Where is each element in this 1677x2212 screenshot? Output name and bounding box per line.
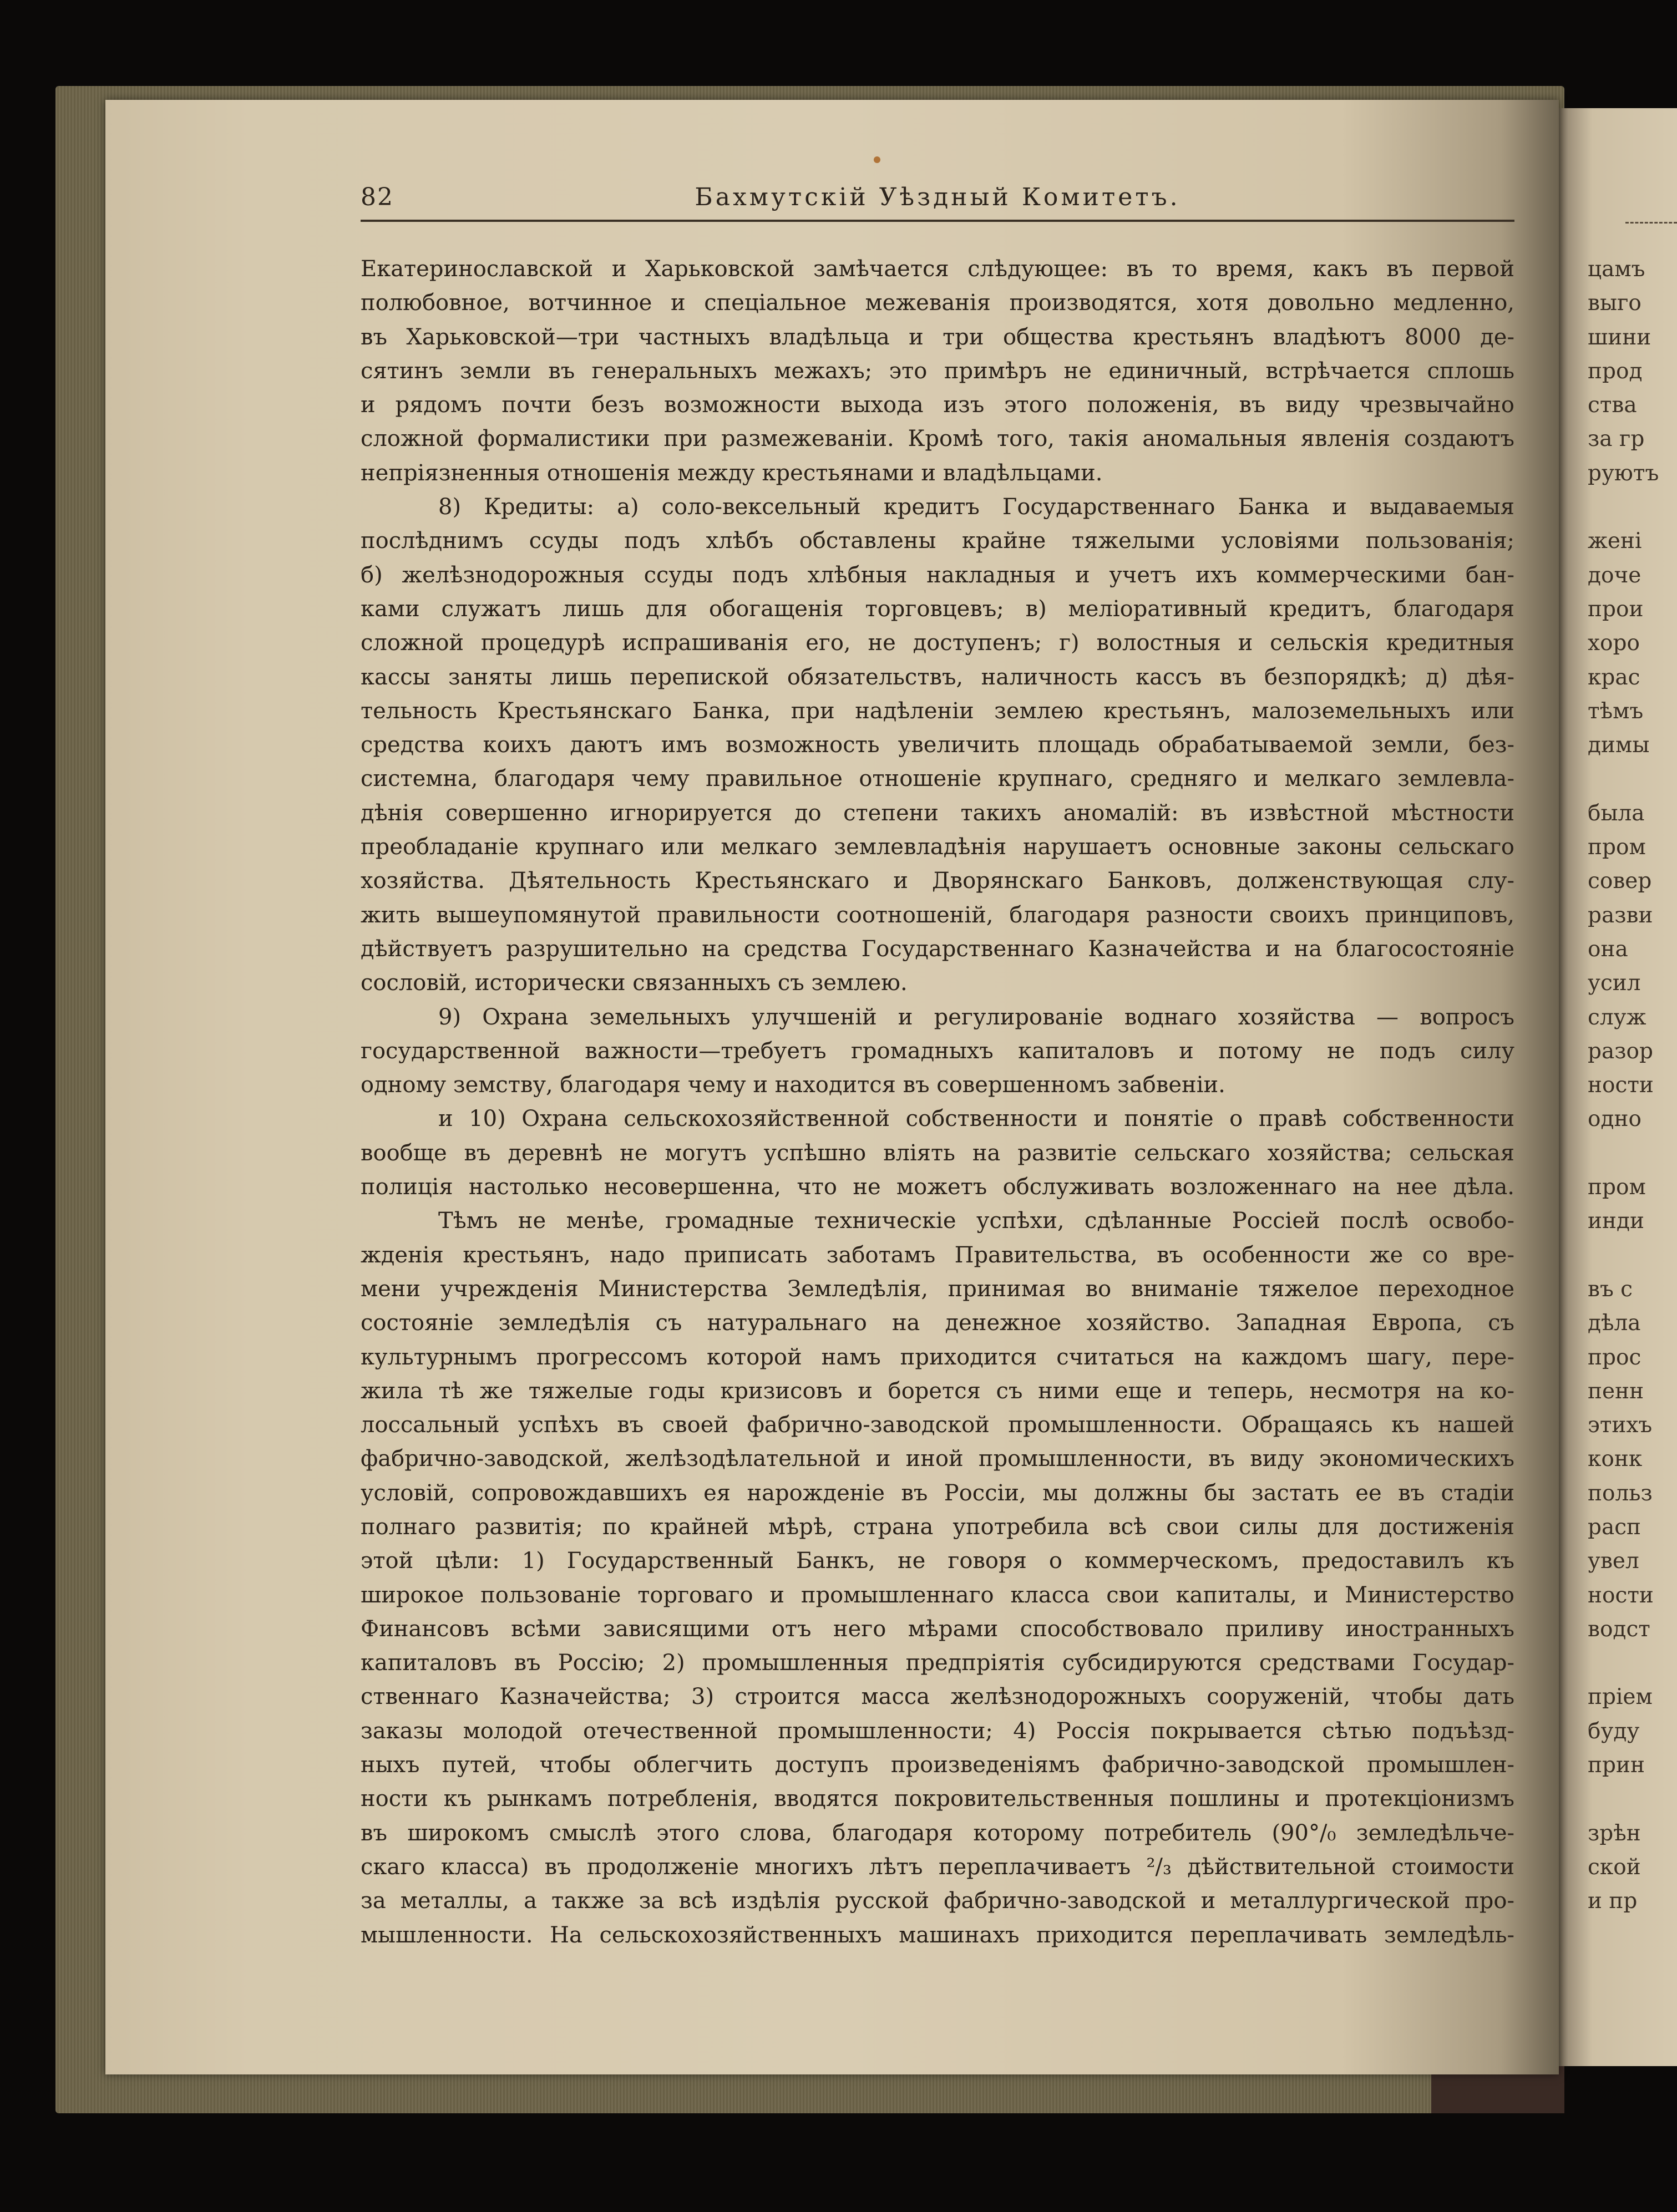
text-line: дѣйствуетъ разрушительно на средства Государственнаго Казначейства и на благосостояніе: [361, 936, 1514, 962]
text-line: Тѣмъ не менѣе, громадные техническіе успѣхи, сдѣланные Россіей послѣ освобо-: [438, 1208, 1514, 1234]
facing-page-line: дѣла: [1588, 1311, 1641, 1336]
text-line: дѣнія совершенно игнорируется до степени такихъ аномалій: въ извѣстной мѣстности: [361, 800, 1514, 826]
text-line: одному земству, благодаря чему и находится въ совершенномъ забвеніи.: [361, 1072, 1225, 1098]
text-line: непріязненныя отношенія между крестьянами и владѣльцами.: [361, 460, 1103, 486]
facing-page-line: [1588, 1646, 1677, 1680]
facing-page-line: польз: [1588, 1480, 1653, 1506]
text-line: лоссальный успѣхъ въ своей фабрично-заводской промышленности. Обращаясь къ нашей: [361, 1412, 1514, 1438]
text-line: хозяйства. Дѣятельность Крестьянскаго и Дворянскаго Банковъ, долженствующая слу-: [361, 868, 1514, 894]
text-line: скаго класса) въ продолженіе многихъ лѣтъ переплачиваетъ ²/₃ дѣйствительной стоимости: [361, 1854, 1514, 1880]
text-line: сложной формалистики при размежеваніи. Кромѣ того, такія аномальныя явленія создаютъ: [361, 426, 1514, 452]
text-line: преобладаніе крупнаго или мелкаго землевладѣнія нарушаетъ основные законы сельскаго: [361, 834, 1514, 860]
running-head: Бахмутскій Уѣздный Комитетъ.: [695, 183, 1181, 211]
page-header: [361, 183, 1514, 222]
text-line: ственнаго Казначейства; 3) строится масса желѣзнодорожныхъ сооруженій, чтобы дать: [361, 1684, 1514, 1710]
facing-page-line: разор: [1588, 1038, 1653, 1064]
text-line: государственной важности—требуетъ громадныхъ капиталовъ и потому не подъ силу: [361, 1038, 1514, 1064]
facing-page-line: была: [1588, 800, 1645, 826]
text-line: и 10) Охрана сельскохозяйственной собственности и понятіе о правѣ собственности: [438, 1106, 1514, 1132]
facing-page-line: [1588, 490, 1677, 524]
text-line: капиталовъ въ Россію; 2) промышленныя предпріятія субсидируются средствами Государ-: [361, 1650, 1514, 1676]
text-line: сословій, исторически связанныхъ съ землею.: [361, 970, 908, 996]
text-line: этой цѣли: 1) Государственный Банкъ, не говоря о коммерческомъ, предоставилъ къ: [361, 1548, 1514, 1574]
text-line: жденія крестьянъ, надо приписать заботамъ Правительства, въ особенности же со вре-: [361, 1242, 1514, 1268]
facing-page-line: прос: [1588, 1345, 1641, 1370]
facing-page-line: прод: [1588, 358, 1643, 384]
facing-page-line: хоро: [1588, 631, 1640, 656]
text-line: сятинъ земли въ генеральныхъ межахъ; это примѣръ не единичный, встрѣчается сплошь: [361, 358, 1514, 384]
facing-page-line: жені: [1588, 529, 1642, 554]
text-line: мени учрежденія Министерства Земледѣлія, принимая во вниманіе тяжелое переходное: [361, 1276, 1514, 1302]
text-line: полиція настолько несовершенна, что не можетъ обслуживать возложеннаго на нее дѣла.: [361, 1174, 1514, 1200]
text-line: кассы заняты лишь перепиской обязательствъ, наличность кассъ въ безпорядкѣ; д) дѣя-: [361, 664, 1514, 690]
facing-page-line: за гр: [1588, 427, 1645, 452]
facing-page-line: ности: [1588, 1073, 1654, 1098]
text-line: вообще въ деревнѣ не могутъ успѣшно вліять на развитіе сельскаго хозяйства; сельская: [361, 1140, 1514, 1166]
text-line: состояніе земледѣлія съ натуральнаго на денежное хозяйство. Западная Европа, съ: [361, 1310, 1514, 1336]
facing-page-line: прои: [1588, 596, 1644, 622]
facing-page-line: шини: [1588, 324, 1651, 350]
facing-page-line: инди: [1588, 1209, 1644, 1234]
text-line: системна, благодаря чему правильное отношеніе крупнаго, средняго и мелкаго землевла-: [361, 766, 1514, 792]
facing-page-line: руютъ: [1588, 460, 1659, 486]
facing-page-line: тѣмъ: [1588, 698, 1644, 724]
text-line: ныхъ путей, чтобы облегчить доступъ произведеніямъ фабрично-заводской промышлен-: [361, 1752, 1514, 1778]
header-rule: [361, 220, 1514, 222]
facing-page-line: цамъ: [1588, 257, 1645, 282]
facing-page-line: ской: [1588, 1854, 1641, 1880]
text-line: Екатеринославской и Харьковской замѣчается слѣдующее: въ то время, какъ въ первой: [361, 256, 1514, 282]
facing-page-line: [1588, 762, 1677, 796]
facing-page-line: прин: [1588, 1753, 1645, 1778]
facing-page-line: увел: [1588, 1549, 1639, 1574]
facing-page-line: доче: [1588, 562, 1641, 588]
facing-page-line: она: [1588, 936, 1628, 962]
body-text: [361, 252, 1514, 1952]
facing-page-line: пріем: [1588, 1685, 1653, 1710]
text-line: въ Харьковской—три частныхъ владѣльца и три общества крестьянъ владѣютъ 8000 де-: [361, 324, 1514, 350]
text-line: 8) Кредиты: а) соло-вексельный кредитъ Государственнаго Банка и выдаваемыя: [438, 494, 1514, 520]
facing-page-line: ности: [1588, 1582, 1654, 1608]
facing-page-line: и пр: [1588, 1889, 1638, 1914]
text-line: мышленности. На сельскохозяйственныхъ машинахъ приходится переплачивать земледѣль-: [361, 1922, 1514, 1948]
facing-page-line: пенн: [1588, 1378, 1644, 1404]
facing-page-line: расп: [1588, 1514, 1641, 1540]
text-line: въ широкомъ смыслѣ этого слова, благодаря которому потребитель (90°/₀ земледѣльче-: [361, 1820, 1514, 1846]
facing-page-line: конк: [1588, 1447, 1643, 1472]
text-line: заказы молодой отечественной промышленности; 4) Россія покрывается сѣтью подъѣзд-: [361, 1718, 1514, 1744]
text-line: жить вышеупомянутой правильности соотношеній, благодаря разности своихъ принциповъ,: [361, 902, 1514, 928]
facing-page-line: пром: [1588, 1175, 1646, 1200]
facing-page-line: выго: [1588, 291, 1641, 316]
facing-page-line: [1588, 1137, 1677, 1170]
text-line: условій, сопровождавшихъ ея нарожденіе въ Россіи, мы должны бы застать ее въ стадіи: [361, 1480, 1514, 1506]
text-line: и рядомъ почти безъ возможности выхода изъ этого положенія, въ виду чрезвычайно: [361, 392, 1514, 418]
text-line: ности къ рынкамъ потребленія, вводятся покровительственныя пошлины и протекціонизмъ: [361, 1786, 1514, 1812]
facing-page-line: [1588, 1782, 1677, 1816]
facing-page-line: совер: [1588, 869, 1652, 894]
facing-page-line: этихъ: [1588, 1413, 1653, 1438]
facing-page-line: усил: [1588, 971, 1641, 996]
text-line: жила тѣ же тяжелые годы кризисовъ и борется съ ними еще и теперь, несмотря на ко-: [361, 1378, 1514, 1404]
text-line: полнаго развитія; по крайней мѣрѣ, страна употребила всѣ свои силы для достиженія: [361, 1514, 1514, 1540]
facing-page-text: [1588, 252, 1677, 1919]
facing-page-line: буду: [1588, 1718, 1640, 1744]
facing-page-rule: [1625, 222, 1677, 225]
paper-spot: [874, 156, 880, 163]
page-number: 82: [361, 183, 394, 211]
text-line: средства коихъ даютъ имъ возможность увеличить площадь обрабатываемой земли, без-: [361, 732, 1514, 758]
text-line: послѣднимъ ссуды подъ хлѣбъ обставлены крайне тяжелыми условіями пользованія;: [361, 528, 1514, 554]
text-line: тельность Крестьянскаго Банка, при надѣленіи землею крестьянъ, малоземельныхъ или: [361, 698, 1514, 724]
text-line: широкое пользованіе торговаго и промышленнаго класса свои капиталы, и Министерство: [361, 1582, 1514, 1608]
text-line: ками служатъ лишь для обогащенія торговцевъ; в) меліоративный кредитъ, благодаря: [361, 596, 1514, 622]
facing-page-line: служ: [1588, 1004, 1646, 1030]
facing-page-line: въ с: [1588, 1276, 1633, 1302]
text-line: полюбовное, вотчинное и спеціальное межеванія производятся, хотя довольно медленно,: [361, 290, 1514, 316]
facing-page-line: крас: [1588, 664, 1640, 690]
text-line: 9) Охрана земельныхъ улучшеній и регулированіе воднаго хозяйства — вопросъ: [438, 1004, 1514, 1030]
text-line: б) желѣзнодорожныя ссуды подъ хлѣбныя накладныя и учетъ ихъ коммерческими бан-: [361, 562, 1514, 588]
facing-page-line: зрѣн: [1588, 1820, 1641, 1846]
facing-page-line: водст: [1588, 1616, 1650, 1642]
facing-page-line: [1588, 1239, 1677, 1272]
facing-page-line: одно: [1588, 1107, 1641, 1132]
text-line: сложной процедурѣ испрашиванія его, не доступенъ; г) волостныя и сельскія кредитныя: [361, 630, 1514, 656]
facing-page-line: пром: [1588, 835, 1646, 860]
text-line: культурнымъ прогрессомъ которой намъ приходится считаться на каждомъ шагу, пере-: [361, 1344, 1514, 1370]
facing-page-line: разви: [1588, 902, 1653, 928]
facing-page-line: ства: [1588, 393, 1637, 418]
facing-page-line: димы: [1588, 733, 1650, 758]
text-line: за металлы, а также за всѣ издѣлія русской фабрично-заводской и металлургической про-: [361, 1888, 1514, 1914]
text-line: Финансовъ всѣми зависящими отъ него мѣрами способствовало приливу иностранныхъ: [361, 1616, 1514, 1642]
text-line: фабрично-заводской, желѣзодѣлательной и иной промышленности, въ виду экономическихъ: [361, 1446, 1514, 1472]
